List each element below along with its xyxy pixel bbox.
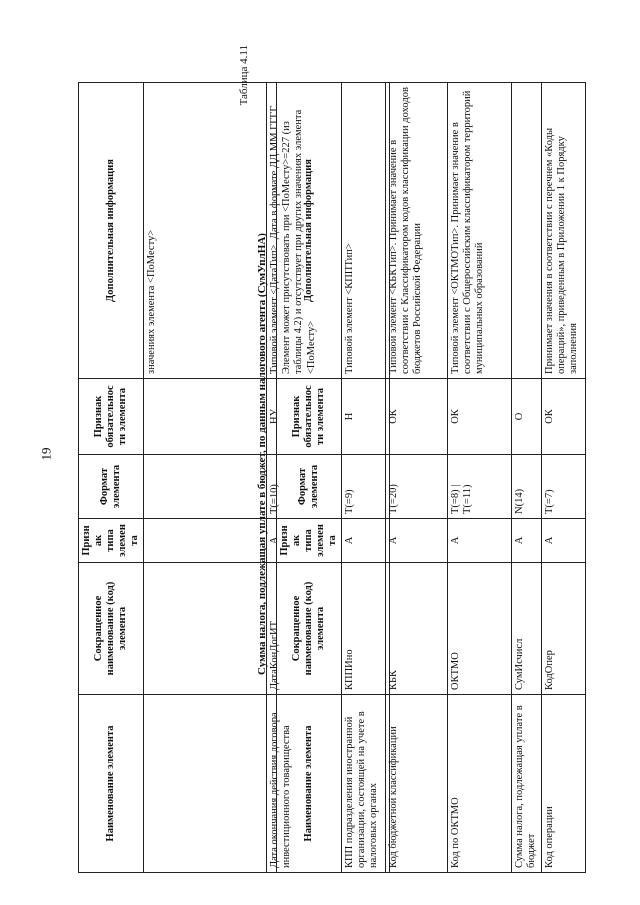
- table-row: [542, 83, 586, 873]
- cell-name: Дата окончания действия договора инвестиционного товарищества: [267, 695, 390, 873]
- header-type: Признак типа элемента: [79, 519, 144, 563]
- cell-name: Сумма налога, подлежащая уплате в бюджет: [512, 695, 542, 873]
- table-row: [342, 83, 386, 873]
- cell-info: Типовой элемент <КППТип>: [342, 83, 386, 379]
- info-continuation: значениях элемента <ПоМесту>: [144, 83, 267, 379]
- cell-required: ОК: [386, 379, 448, 455]
- table-title: Сумма налога, подлежащая уплате в бюджет, по данным налогового агента (СумУплНА): [256, 233, 268, 675]
- header-type: Признак типа элемента: [277, 519, 342, 563]
- cell-code: ОКТМО: [448, 563, 512, 695]
- cell-type: А: [342, 519, 386, 563]
- cell-format: T(=8) | T(=11): [448, 455, 512, 519]
- header-format: Формат элемента: [277, 455, 342, 519]
- header-format: Формат элемента: [79, 455, 144, 519]
- cell-format: T(=10): [267, 455, 390, 519]
- cell-format: T(=9): [342, 455, 386, 519]
- cell-type: А: [267, 519, 390, 563]
- cell-code: КППИно: [342, 563, 386, 695]
- cell-type: А: [386, 519, 448, 563]
- cell-required: Н: [342, 379, 386, 455]
- header-code: Сокращенное наименование (код) элемента: [277, 563, 342, 695]
- cell-name: Код операции: [542, 695, 586, 873]
- page-number: 19: [38, 447, 54, 461]
- cell-type: А: [448, 519, 512, 563]
- cell-info: [512, 83, 542, 379]
- cell-code: КБК: [386, 563, 448, 695]
- cell-info: Типовой элемент <КБКТип>. Принимает значение в соответствии с Классификатором кодов классификации доходов бюджетов Российской Федерации: [386, 83, 448, 379]
- cell-code: СумИсчисл: [512, 563, 542, 695]
- header-info: Дополнительная информация: [277, 83, 342, 379]
- cell-required: О: [512, 379, 542, 455]
- cell-required: ОК: [448, 379, 512, 455]
- header-info: Дополнительная информация: [79, 83, 144, 379]
- table-row: [386, 83, 448, 873]
- header-code: Сокращенное наименование (код) элемента: [79, 563, 144, 695]
- cell-info: Типовой элемент <ОКТМОТип>. Принимает значение в соответствии с Общероссийским классификатором территорий муниципальных образований: [448, 83, 512, 379]
- header-required: Признак обязательности элемента: [277, 379, 342, 455]
- header-required: Признак обязательности элемента: [79, 379, 144, 455]
- cell-code: КодОпер: [542, 563, 586, 695]
- cell-required: ОК: [542, 379, 586, 455]
- cell-info: Принимает значения в соответствии с перечнем «Коды операций», приведенным в Приложении 1 к Порядку заполнения: [542, 83, 586, 379]
- cell-code: ДатаКонДогИТ: [267, 563, 390, 695]
- header-name: Наименование элемента: [79, 695, 144, 873]
- cell-name: КПП подразделения иностранной организации, состоящей на учете в налоговых органах: [342, 695, 386, 873]
- table-number: Таблица 4.11: [238, 45, 250, 106]
- table2-caption: [234, 35, 276, 873]
- table-header-row: [277, 83, 342, 873]
- cell-format: N(14): [512, 455, 542, 519]
- cell-format: T(=20): [386, 455, 448, 519]
- header-name: Наименование элемента: [277, 695, 342, 873]
- cell-format: T(=7): [542, 455, 586, 519]
- table-sum-tax: [276, 82, 586, 873]
- cell-name: Код по ОКТМО: [448, 695, 512, 873]
- cell-type: А: [542, 519, 586, 563]
- cell-info: Типовой элемент <ДатаТип>. Дата в формате ДД.ММ.ГГГГ. Элемент может присутствовать при <ПоМесту>=227 (из таблицы 4.2) и отсутствует при других значениях элемента <ПоМесту>: [267, 83, 390, 379]
- table-header-row: [79, 83, 144, 873]
- cell-name: Код бюджетной классификации: [386, 695, 448, 873]
- table-row: [448, 83, 512, 873]
- cell-required: НУ: [267, 379, 390, 455]
- cell-type: А: [512, 519, 542, 563]
- table-row: [512, 83, 542, 873]
- table2-rotated-block: [234, 35, 594, 873]
